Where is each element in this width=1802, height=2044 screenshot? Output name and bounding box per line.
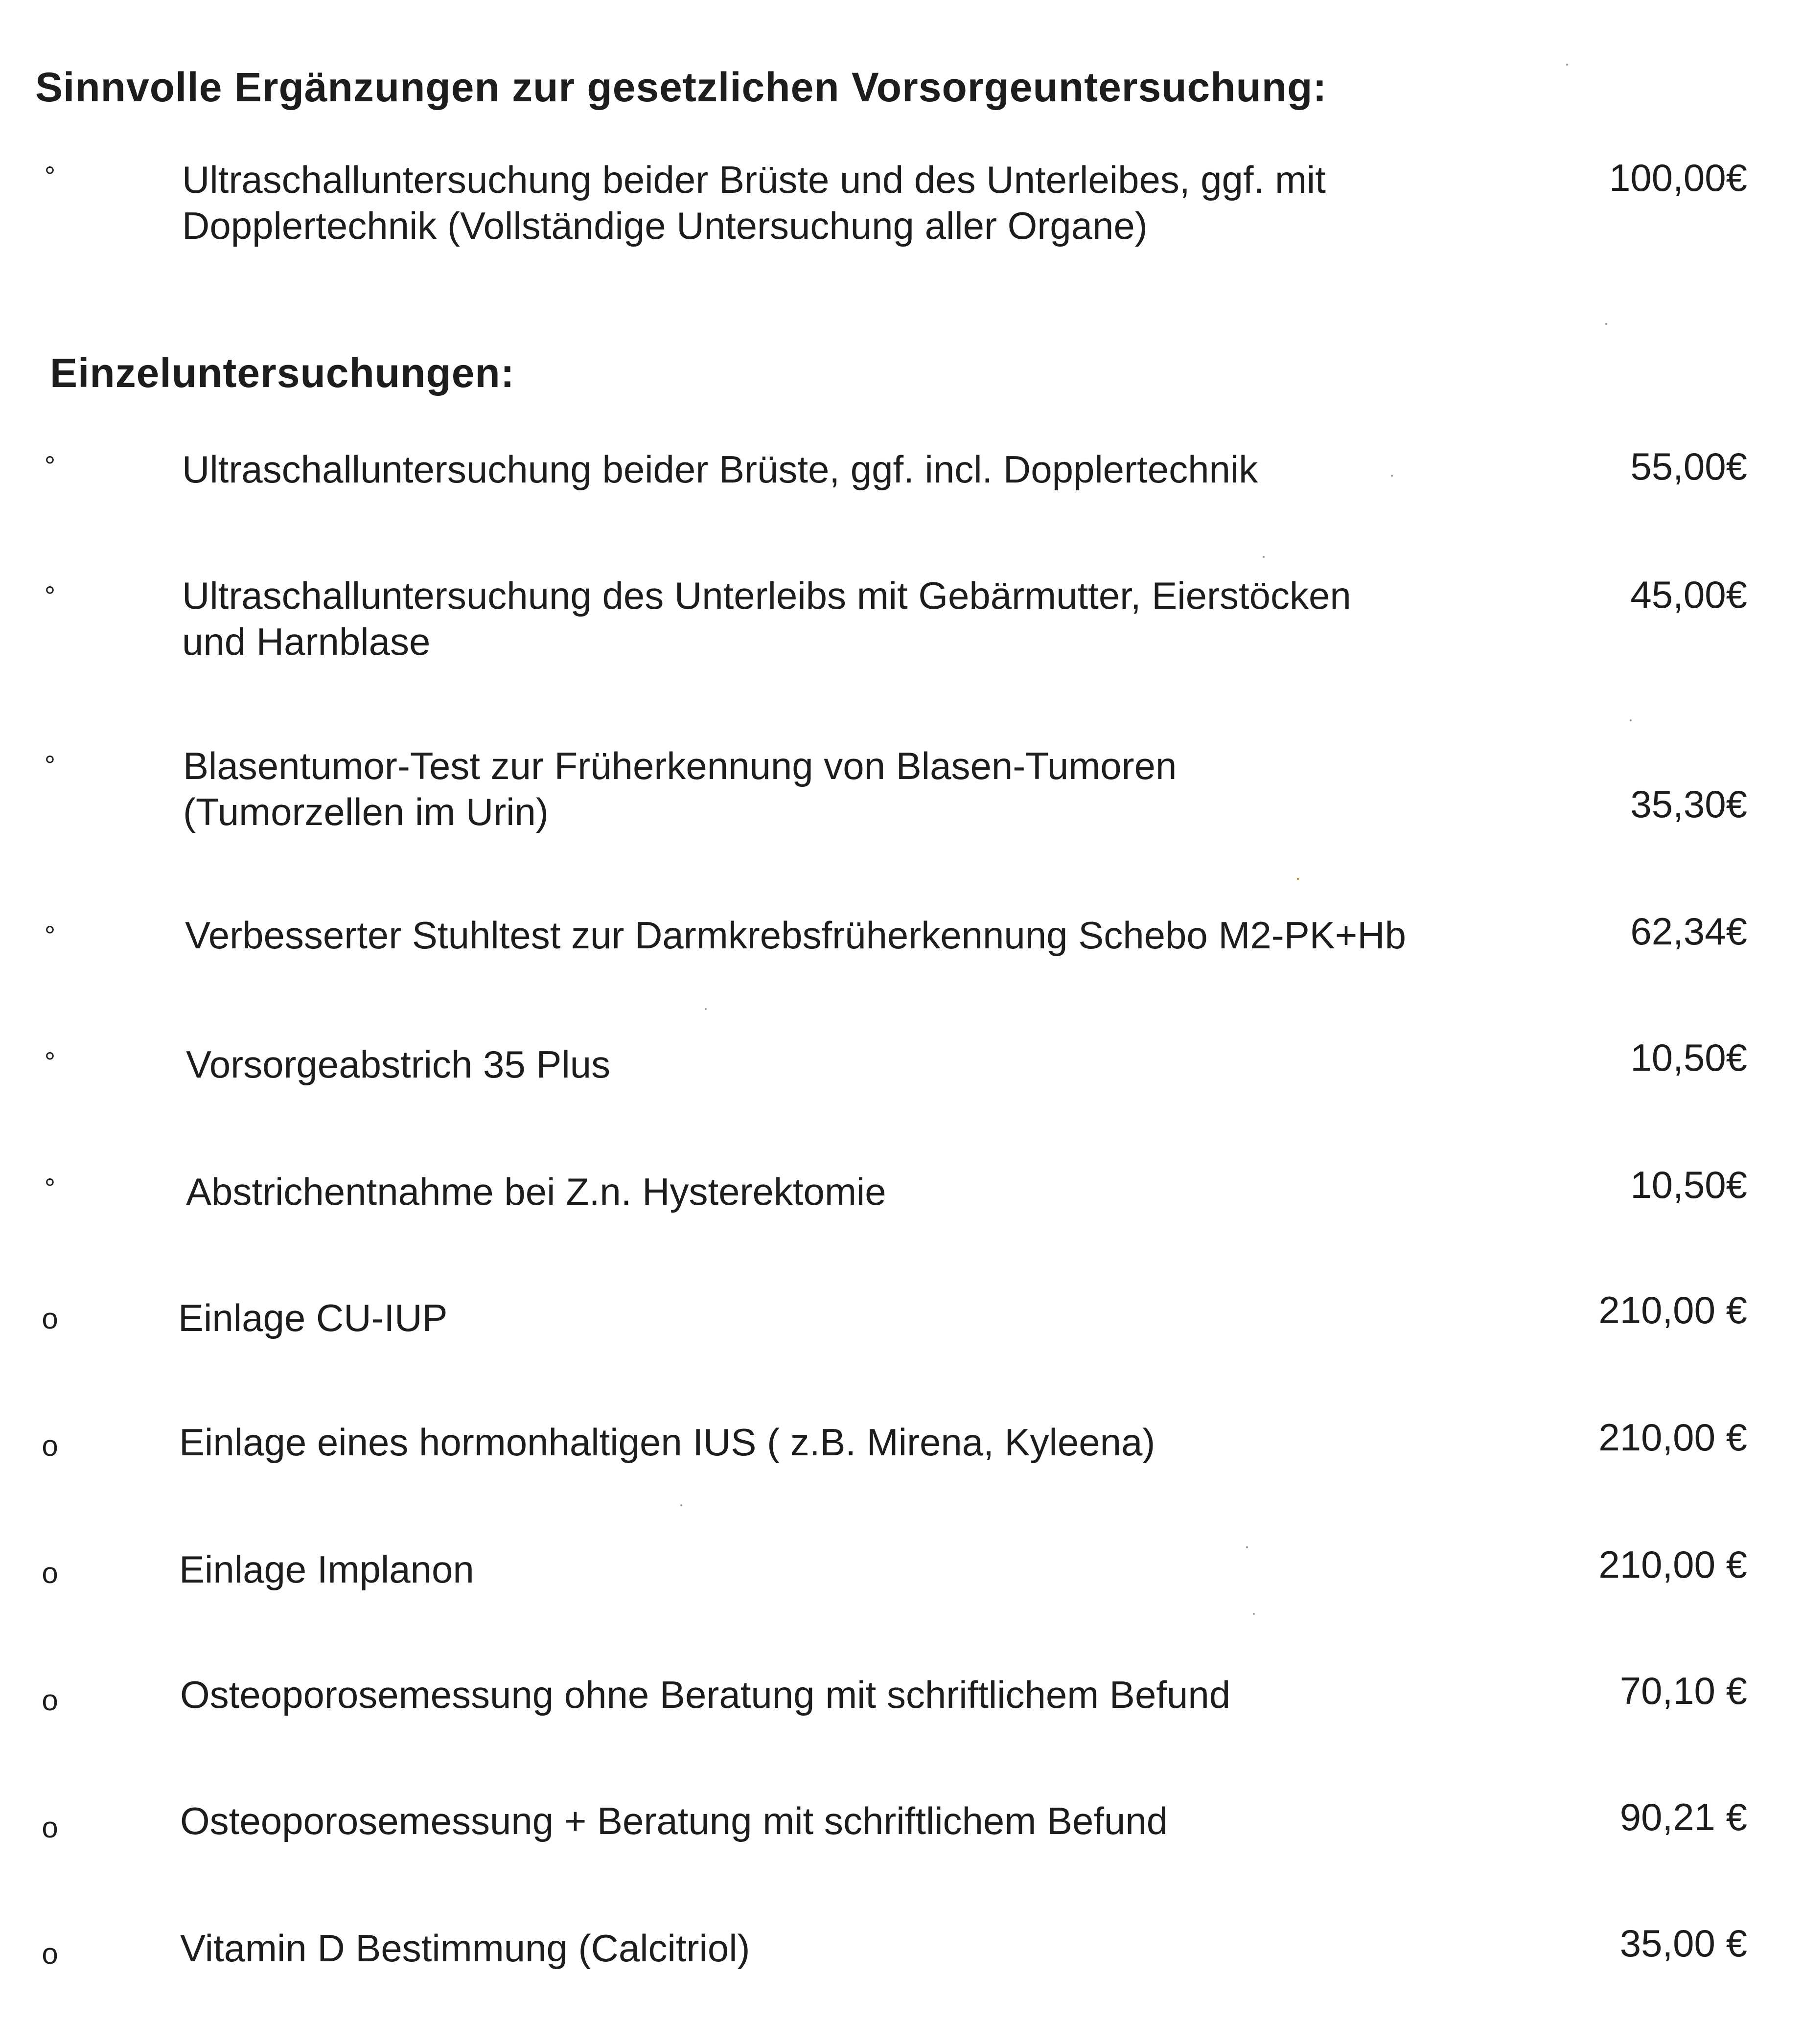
service-price: 62,34€ — [1630, 910, 1747, 953]
list-bullet: ° — [44, 1172, 56, 1203]
service-description: Einlage eines hormonhaltigen IUS ( z.B. Mirena, Kyleena) — [179, 1421, 1155, 1464]
service-description: Vitamin D Bestimmung (Calcitriol) — [180, 1927, 750, 1970]
scan-speck — [705, 1008, 707, 1010]
scan-speck — [1566, 64, 1568, 66]
service-description: Ultraschalluntersuchung des Unterleibs mit Gebärmutter, Eierstöcken und Harnblase — [182, 574, 1351, 663]
service-description: Osteoporosemessung + Beratung mit schriftlichem Befund — [180, 1799, 1168, 1842]
list-bullet: ° — [44, 920, 56, 951]
service-price: 10,50€ — [1630, 1036, 1747, 1079]
service-price: 210,00 € — [1598, 1288, 1747, 1332]
list-bullet: o — [42, 1937, 58, 1970]
service-description: Ultraschalluntersuchung beider Brüste und des Unterleibes, ggf. mit Dopplertechnik (Vollständige Untersuchung aller Organe) — [182, 158, 1326, 247]
list-bullet: o — [42, 1557, 58, 1589]
list-bullet: ° — [44, 450, 56, 481]
scan-speck — [1297, 878, 1299, 880]
section-heading-supplements: Sinnvolle Ergänzungen zur gesetzlichen Vorsorgeuntersuchung: — [35, 64, 1327, 110]
service-price: 35,00 € — [1619, 1922, 1747, 1965]
service-price: 100,00€ — [1609, 156, 1747, 199]
service-description: Abstrichentnahme bei Z.n. Hysterektomie — [186, 1170, 886, 1213]
list-bullet: o — [42, 1811, 58, 1844]
list-bullet: o — [42, 1429, 58, 1462]
service-price: 210,00 € — [1598, 1416, 1747, 1459]
list-bullet: o — [42, 1684, 58, 1717]
list-bullet: ° — [44, 750, 56, 781]
scan-speck — [1630, 719, 1632, 721]
list-bullet: ° — [44, 1046, 56, 1077]
service-price: 45,00€ — [1630, 573, 1747, 616]
section-heading-individual-exams: Einzeluntersuchungen: — [50, 350, 515, 396]
scan-speck — [1253, 1613, 1255, 1615]
service-description: Einlage Implanon — [179, 1548, 474, 1591]
service-price: 55,00€ — [1630, 445, 1747, 488]
list-bullet: ° — [44, 161, 56, 191]
service-description: Verbesserter Stuhltest zur Darmkrebsfrüherkennung Schebo M2-PK+Hb — [185, 914, 1407, 957]
list-bullet: ° — [44, 580, 56, 611]
service-description: Ultraschalluntersuchung beider Brüste, ggf. incl. Dopplertechnik — [182, 448, 1258, 491]
service-description: Einlage CU-IUP — [178, 1296, 448, 1339]
scan-speck — [1605, 323, 1607, 325]
service-description: Vorsorgeabstrich 35 Plus — [186, 1043, 611, 1086]
service-price: 35,30€ — [1630, 782, 1747, 826]
scan-speck — [680, 1504, 682, 1506]
service-price: 10,50€ — [1630, 1163, 1747, 1206]
service-price: 70,10 € — [1619, 1669, 1747, 1712]
scan-speck — [1391, 475, 1393, 477]
scan-speck — [1263, 556, 1265, 558]
service-description: Blasentumor-Test zur Früherkennung von Blasen-Tumoren (Tumorzellen im Urin) — [183, 744, 1177, 833]
list-bullet: o — [42, 1302, 58, 1335]
service-description: Osteoporosemessung ohne Beratung mit schriftlichem Befund — [180, 1673, 1231, 1716]
service-price: 90,21 € — [1619, 1795, 1747, 1838]
service-price: 210,00 € — [1598, 1543, 1747, 1586]
scan-speck — [1246, 1546, 1248, 1548]
